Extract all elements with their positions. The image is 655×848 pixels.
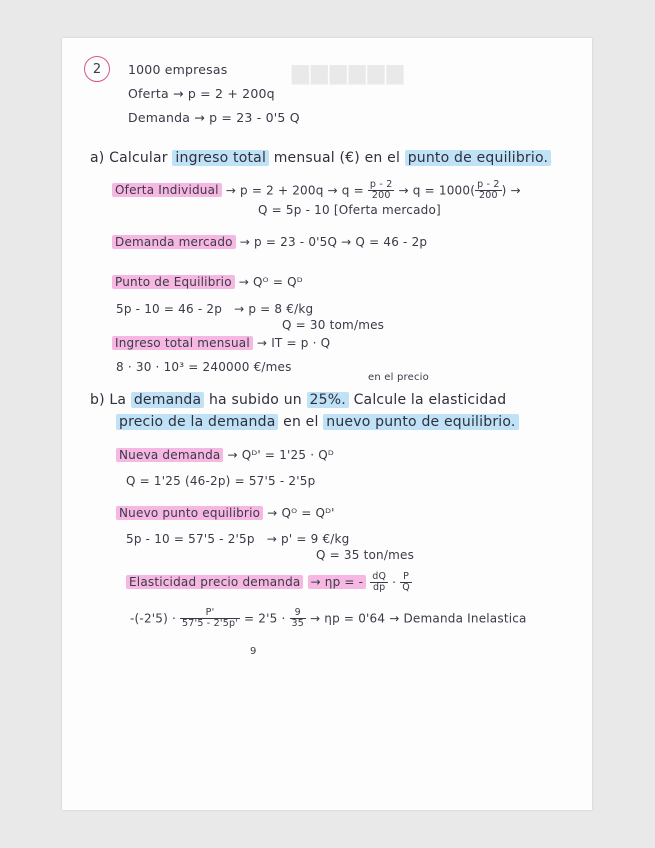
final-f1-num: P' [180,608,240,619]
neq-calc-eq: 5p - 10 = 57'5 - 2'5p [126,532,255,546]
part-b-q8-highlight: nuevo punto de equilibrio. [323,414,518,430]
equilibrio-eq: → Qᴼ = Qᴰ [238,275,303,289]
oferta-market-line: Q = 5p - 10 [Oferta mercado] [258,203,441,217]
oferta-eq-2: → q = 1000( [398,183,476,198]
equilibrio-line [112,275,303,289]
exercise-number-text: 2 [92,61,102,77]
calc-1 [116,302,313,316]
nueva-demanda-label: Nueva demanda [116,448,223,462]
final-2: = 2'5 · [244,611,286,626]
part-a-label: a) [90,150,105,166]
elast-f2-den: Q [402,582,410,594]
part-a-q3: mensual (€) en el [273,150,401,166]
part-b-q3: ha subido un [208,392,302,408]
elasticidad-line: Elasticidad precio demanda → ηp = - $\frac{dQ}{dp}$ · $\frac{P}{Q}$ [126,572,412,594]
oferta-eq-3: ) → [501,183,521,198]
elast-f2-num: P [400,572,412,583]
oferta-frac-num: p - 2 [369,179,393,190]
equilibrio-label: Punto de Equilibrio [112,275,235,289]
part-a-q1: Calcular [109,150,168,166]
oferta-eq: → p = 2 + 200q → q = [225,183,364,198]
oferta-fraction [368,180,395,202]
neq-res-1: → p' = 9 €/kg [266,532,350,546]
final-calc-line [130,608,527,630]
final-f1-den: 57'5 - 2'5p' [182,618,239,630]
nuevo-equilibrio-line [116,506,335,520]
part-b-note: en el precio [368,372,429,383]
ingreso-label: Ingreso total mensual [112,336,253,350]
final-3: → ηp = 0'64 → Demanda Inelastica [310,611,527,626]
final-f2-den: 35 [291,618,305,630]
part-b-question-1 [90,392,506,408]
oferta-frac2-num: p - 2 [477,179,500,190]
part-a-q4-highlight: punto de equilibrio. [405,150,551,166]
ingreso-line [112,336,330,350]
nueva-demanda-calc: Q = 1'25 (46-2p) = 57'5 - 2'5p [126,474,316,488]
part-a-q2-highlight: ingreso total [172,150,269,166]
part-b-q6-highlight: precio de la demanda [116,414,278,430]
nueva-demanda-eq: → Qᴰ' = 1'25 · Qᴰ [227,448,334,462]
calc-1-res: → p = 8 €/kg [234,302,314,316]
part-b-q1: La [109,392,127,408]
part-b-q4-highlight: 25%. [307,392,349,408]
part-b-label: b) [90,392,105,408]
ingreso-eq: → IT = p · Q [256,336,331,350]
oferta-fraction-2 [475,180,502,202]
header-line-2: Oferta → p = 2 + 200q [128,86,275,101]
part-b-question-2 [116,414,519,430]
final-sub: 9 [250,646,257,657]
part-b-q7: en el [283,414,319,430]
nuevo-equilibrio-label: Nuevo punto equilibrio [116,506,263,520]
final-1: -(-2'5) · [130,611,177,626]
header-line-1: 1000 empresas [128,62,228,77]
elast-fraction-2 [400,572,412,594]
elasticidad-eq: → ηp = - [308,575,367,589]
demanda-eq: → p = 23 - 0'5Q → Q = 46 - 2p [239,235,428,249]
bleed-through-title: ▆▆▆▆▆▆ [292,60,406,85]
part-b-q5: Calcule la elasticidad [353,392,507,408]
elasticidad-label: Elasticidad precio demanda [126,575,303,589]
header-line-3: Demanda → p = 23 - 0'5 Q [128,110,300,125]
calc-2: Q = 30 tom/mes [282,318,385,332]
part-b-q2-highlight: demanda [131,392,204,408]
ingreso-calc: 8 · 30 · 10³ = 240000 €/mes [116,360,292,374]
elast-f1-den: dp [372,582,386,594]
calc-1-eq: 5p - 10 = 46 - 2p [116,302,223,316]
part-a-question [90,150,551,166]
oferta-frac-den: 200 [371,190,391,202]
oferta-frac2-den: 200 [478,190,498,202]
oferta-line [112,180,521,202]
exercise-number [84,56,110,82]
nuevo-equilibrio-eq: → Qᴼ = Qᴰ' [267,506,335,520]
final-fraction-1 [180,608,240,630]
demanda-label: Demanda mercado [112,235,236,249]
final-fraction-2 [290,608,307,630]
demanda-line [112,235,427,249]
elast-f1-num: dQ [372,571,387,582]
oferta-label: Oferta Individual [112,183,222,197]
elast-fraction-1 [370,572,388,594]
nueva-demanda-line [116,448,334,462]
final-f2-num: 9 [290,608,307,619]
neq-res-2: Q = 35 ton/mes [316,548,415,562]
nuevo-equilibrio-calc [126,532,350,546]
